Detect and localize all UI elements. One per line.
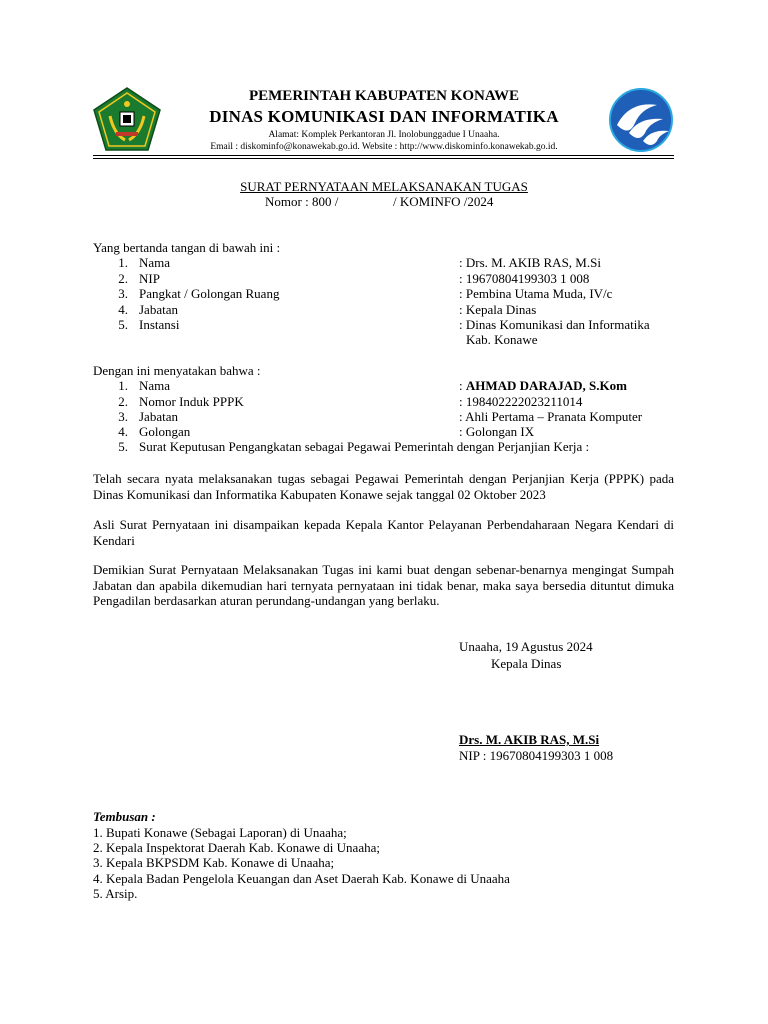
tembusan-heading: Tembusan : (93, 809, 156, 824)
signer-field-value: : Drs. M. AKIB RAS, M.Si (459, 255, 601, 270)
signer-field-label: Pangkat / Golongan Ruang (139, 286, 280, 301)
tembusan-item: 2. Kepala Inspektorat Daerah Kab. Konawe di Unaaha; (93, 840, 380, 855)
signer-intro: Yang bertanda tangan di bawah ini : (93, 240, 281, 255)
header-rule-thick (93, 155, 674, 156)
employee-field-value: : Ahli Pertama – Pranata Komputer (459, 409, 643, 424)
signer-field-num: 5. (118, 317, 128, 332)
document-number-right: / KOMINFO /2024 (393, 194, 494, 209)
signer-field-num: 1. (118, 255, 128, 270)
signer-field-label: Jabatan (139, 302, 178, 317)
signature-place-date: Unaaha, 19 Agustus 2024 (459, 639, 593, 654)
employee-field-num: 4. (118, 424, 128, 439)
signer-field-num: 4. (118, 302, 128, 317)
signer-field-label: Instansi (139, 317, 180, 332)
signer-field-label: NIP (139, 271, 160, 286)
header-rule-thin (93, 158, 674, 159)
employee-field-value (459, 378, 627, 394)
signer-field-num: 2. (118, 271, 128, 286)
signature-position: Kepala Dinas (491, 656, 562, 671)
paragraph-closing: Demikian Surat Pernyataan Melaksanakan Tugas ini kami buat dengan sebenar-benarnya mengingat Sumpah Jabatan dan apabila dikemudian hari ternyata pernyataan ini tidak benar, maka saya bersedia dituntut dimuka Pengadilan berdasarkan aturan perundang-undangan yang berlaku. (93, 562, 674, 608)
signer-field-value: : Pembina Utama Muda, IV/c (459, 286, 613, 301)
employee-name-colon: : (459, 378, 466, 393)
employee-field-num: 3. (118, 409, 128, 424)
document-title: SURAT PERNYATAAN MELAKSANAKAN TUGAS (240, 179, 528, 194)
employee-field-num: 1. (118, 378, 128, 393)
employee-field-num: 2. (118, 394, 128, 409)
signer-field-label: Nama (139, 255, 171, 270)
employee-field-value: : Golongan IX (459, 424, 535, 439)
document-number-left: Nomor : 800 / (265, 194, 339, 209)
statement-intro: Dengan ini menyatakan bahwa : (93, 363, 261, 378)
tembusan-item: 5. Arsip. (93, 886, 138, 901)
tembusan-item: 1. Bupati Konawe (Sebagai Laporan) di Unaaha; (93, 825, 347, 840)
signer-field-value: : 19670804199303 1 008 (459, 271, 590, 286)
tembusan-item: 4. Kepala Badan Pengelola Keuangan dan Aset Daerah Kab. Konawe di Unaaha (93, 871, 510, 886)
signature-name: Drs. M. AKIB RAS, M.Si (459, 732, 600, 747)
header-contact: Email : diskominfo@konawekab.go.id. Website : http://www.diskominfo.konawekab.go.id. (210, 142, 558, 152)
employee-field-label: Nama (139, 378, 171, 393)
employee-field-label: Jabatan (139, 409, 178, 424)
employee-field-label: Golongan (139, 424, 191, 439)
paragraph-submission: Asli Surat Pernyataan ini disampaikan kepada Kepala Kantor Pelayanan Perbendaharaan Negara Kendari di Kendari (93, 517, 674, 548)
header-agency-name: DINAS KOMUNIKASI DAN INFORMATIKA (209, 107, 559, 126)
header-address: Alamat: Komplek Perkantoran Jl. Inolobunggadue I Unaaha. (268, 130, 500, 140)
employee-field-label: Surat Keputusan Pengangkatan sebagai Pegawai Pemerintah dengan Perjanjian Kerja : (139, 439, 590, 454)
header-government-name: PEMERINTAH KABUPATEN KONAWE (248, 88, 519, 104)
tembusan-item: 3. Kepala BKPSDM Kab. Konawe di Unaaha; (93, 855, 335, 870)
signer-field-value: : Dinas Komunikasi dan Informatika (459, 317, 650, 332)
paragraph-service-statement: Telah secara nyata melaksanakan tugas sebagai Pegawai Pemerintah dengan Perjanjian Kerja (PPPK) pada Dinas Komunikasi dan Informatika Kabupaten Konawe sejak tanggal 02 Oktober 2023 (93, 471, 674, 502)
employee-field-label: Nomor Induk PPPK (139, 394, 244, 409)
signer-field-value-cont: Kab. Konawe (466, 332, 538, 347)
employee-field-value: : 198402222023211014 (459, 394, 583, 409)
signer-field-num: 3. (118, 286, 128, 301)
employee-name: AHMAD DARAJAD, S.Kom (465, 378, 627, 393)
employee-field-num: 5. (118, 439, 128, 454)
signer-field-value: : Kepala Dinas (459, 302, 537, 317)
signature-nip: NIP : 19670804199303 1 008 (459, 748, 614, 763)
